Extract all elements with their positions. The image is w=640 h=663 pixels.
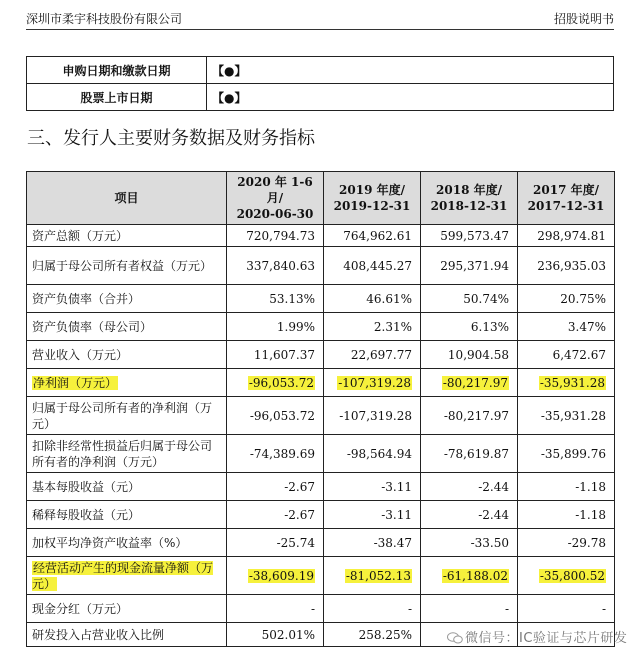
value-cell bbox=[421, 313, 518, 341]
cell-value: - bbox=[601, 601, 606, 616]
cell-value: -38.47 bbox=[373, 535, 412, 550]
value-cell bbox=[324, 473, 421, 501]
cell-value: -80,217.97 bbox=[442, 375, 508, 390]
cell-value: -74,389.69 bbox=[249, 446, 315, 461]
value-cell bbox=[227, 529, 324, 557]
value-cell bbox=[324, 313, 421, 341]
cell-value: -35,931.28 bbox=[539, 375, 605, 390]
value-cell bbox=[518, 341, 615, 369]
cell-value: -80,217.97 bbox=[443, 408, 509, 423]
table-row bbox=[27, 529, 615, 557]
cell-value: -1.18 bbox=[575, 479, 606, 494]
value-cell bbox=[421, 435, 518, 473]
row-label-cell bbox=[27, 623, 227, 647]
cell-value: -98,564.94 bbox=[346, 446, 412, 461]
row-label: 资产负债率（合并） bbox=[32, 291, 141, 306]
value-cell bbox=[518, 313, 615, 341]
financial-table bbox=[26, 171, 615, 647]
row-label-cell bbox=[27, 529, 227, 557]
cell-value: 2.31% bbox=[373, 319, 412, 334]
value-cell bbox=[324, 529, 421, 557]
row-label: 稀释每股收益（元） bbox=[32, 507, 141, 522]
watermark-text: 微信号：IC验证与芯片研发 bbox=[465, 631, 628, 646]
value-cell bbox=[518, 285, 615, 313]
schedule-label: 股票上市日期 bbox=[27, 84, 207, 111]
cell-value: 46.61% bbox=[366, 291, 412, 306]
cell-value: 6.13% bbox=[470, 319, 509, 334]
header-divider bbox=[26, 29, 614, 30]
watermark bbox=[447, 627, 627, 646]
row-label-cell bbox=[27, 397, 227, 435]
schedule-label: 申购日期和缴款日期 bbox=[27, 57, 207, 84]
row-label: 营业收入（万元） bbox=[32, 347, 129, 362]
row-label: 现金分红（万元） bbox=[32, 601, 129, 616]
value-cell bbox=[421, 341, 518, 369]
cell-value: -81,052.13 bbox=[345, 568, 411, 583]
value-cell bbox=[518, 225, 615, 247]
value-cell bbox=[518, 501, 615, 529]
value-cell bbox=[227, 397, 324, 435]
period-date: 2018-12-31 bbox=[430, 199, 508, 213]
value-cell bbox=[324, 285, 421, 313]
table-row bbox=[27, 369, 615, 397]
period-date: 2020-06-30 bbox=[236, 207, 314, 221]
value-cell bbox=[227, 285, 324, 313]
period-column-header bbox=[518, 172, 615, 225]
value-cell bbox=[227, 623, 324, 647]
row-label: 资产负债率（母公司） bbox=[32, 319, 153, 334]
value-cell bbox=[421, 501, 518, 529]
value-cell bbox=[324, 247, 421, 285]
value-cell bbox=[421, 247, 518, 285]
table-row bbox=[27, 435, 615, 473]
cell-value: - bbox=[310, 601, 315, 616]
cell-value: - bbox=[504, 601, 509, 616]
table-row bbox=[27, 313, 615, 341]
table-row bbox=[27, 225, 615, 247]
company-name: 深圳市柔宇科技股份有限公司 bbox=[26, 11, 183, 26]
row-label: 归属于母公司所有者权益（万元） bbox=[32, 258, 213, 273]
value-cell bbox=[324, 341, 421, 369]
cell-value: 20.75% bbox=[560, 291, 606, 306]
cell-value: -35,931.28 bbox=[540, 408, 606, 423]
cell-value: 11,607.37 bbox=[253, 347, 315, 362]
value-cell bbox=[227, 557, 324, 595]
schedule-value: 【●】 bbox=[207, 84, 614, 111]
row-label-cell bbox=[27, 473, 227, 501]
cell-value: 3.47% bbox=[567, 319, 606, 334]
schedule-table bbox=[26, 56, 614, 111]
value-cell bbox=[227, 435, 324, 473]
value-cell bbox=[324, 435, 421, 473]
cell-value: -78,619.87 bbox=[443, 446, 509, 461]
value-cell bbox=[227, 473, 324, 501]
cell-value: 337,840.63 bbox=[246, 258, 315, 273]
document-type: 招股说明书 bbox=[553, 11, 614, 26]
row-label: 净利润（万元） bbox=[33, 375, 118, 390]
value-cell bbox=[518, 595, 615, 623]
value-cell bbox=[518, 557, 615, 595]
value-cell bbox=[324, 369, 421, 397]
wechat-icon bbox=[447, 632, 463, 644]
schedule-value: 【●】 bbox=[207, 57, 614, 84]
cell-value: 6,472.67 bbox=[552, 347, 606, 362]
table-row bbox=[27, 341, 615, 369]
period-date: 2017-12-31 bbox=[527, 199, 605, 213]
row-label-cell bbox=[27, 247, 227, 285]
period-label: 2018 年度/ bbox=[436, 183, 502, 197]
row-label-cell bbox=[27, 435, 227, 473]
value-cell bbox=[518, 529, 615, 557]
cell-value: 236,935.03 bbox=[537, 258, 606, 273]
value-cell bbox=[227, 501, 324, 529]
cell-value: -2.67 bbox=[284, 479, 315, 494]
cell-value: -35,899.76 bbox=[540, 446, 606, 461]
cell-value: 502.01% bbox=[261, 627, 315, 642]
value-cell bbox=[518, 435, 615, 473]
row-label-cell bbox=[27, 557, 227, 595]
row-label-cell bbox=[27, 369, 227, 397]
cell-value: -35,800.52 bbox=[539, 568, 605, 583]
row-label-cell bbox=[27, 225, 227, 247]
table-row bbox=[27, 247, 615, 285]
value-cell bbox=[421, 397, 518, 435]
value-cell bbox=[227, 341, 324, 369]
value-cell bbox=[421, 369, 518, 397]
period-column-header bbox=[421, 172, 518, 225]
value-cell bbox=[227, 313, 324, 341]
value-cell bbox=[421, 225, 518, 247]
table-header-row bbox=[27, 172, 615, 225]
cell-value: -2.44 bbox=[478, 507, 509, 522]
cell-value: -33.50 bbox=[470, 535, 509, 550]
value-cell bbox=[518, 247, 615, 285]
period-label: 2019 年度/ bbox=[339, 183, 405, 197]
cell-value: 298,974.81 bbox=[537, 228, 606, 243]
cell-value: -1.18 bbox=[575, 507, 606, 522]
cell-value: -2.67 bbox=[284, 507, 315, 522]
cell-value: 408,445.27 bbox=[343, 258, 412, 273]
cell-value: 1.99% bbox=[276, 319, 315, 334]
cell-value: -107,319.28 bbox=[339, 408, 412, 423]
cell-value: -96,053.72 bbox=[248, 375, 314, 390]
value-cell bbox=[227, 225, 324, 247]
cell-value: 720,794.73 bbox=[246, 228, 315, 243]
cell-value: -96,053.72 bbox=[249, 408, 315, 423]
value-cell bbox=[518, 473, 615, 501]
cell-value: -2.44 bbox=[478, 479, 509, 494]
schedule-row bbox=[27, 84, 614, 111]
cell-value: 295,371.94 bbox=[440, 258, 509, 273]
period-label: 2020 年 1-6 月/ bbox=[237, 175, 313, 205]
cell-value: -107,319.28 bbox=[338, 375, 411, 390]
row-label-cell bbox=[27, 341, 227, 369]
cell-value: -29.78 bbox=[567, 535, 606, 550]
cell-value: - bbox=[407, 601, 412, 616]
section-title: 三、发行人主要财务数据及财务指标 bbox=[27, 128, 315, 149]
row-label-cell bbox=[27, 501, 227, 529]
value-cell bbox=[421, 529, 518, 557]
row-label-cell bbox=[27, 285, 227, 313]
cell-value: 53.13% bbox=[269, 291, 315, 306]
row-label-cell bbox=[27, 595, 227, 623]
item-column-header: 项目 bbox=[27, 172, 227, 225]
cell-value: -38,609.19 bbox=[248, 568, 314, 583]
row-label: 加权平均净资产收益率（%） bbox=[32, 535, 188, 550]
page-header bbox=[26, 8, 614, 28]
value-cell bbox=[324, 623, 421, 647]
table-row bbox=[27, 285, 615, 313]
cell-value: 258.25% bbox=[358, 627, 412, 642]
value-cell bbox=[324, 557, 421, 595]
value-cell bbox=[421, 285, 518, 313]
cell-value: -61,188.02 bbox=[442, 568, 508, 583]
value-cell bbox=[421, 557, 518, 595]
row-label: 归属于母公司所有者的净利润（万元） bbox=[32, 400, 213, 431]
value-cell bbox=[421, 595, 518, 623]
cell-value: 22,697.77 bbox=[350, 347, 412, 362]
period-column-header bbox=[227, 172, 324, 225]
table-row bbox=[27, 501, 615, 529]
table-row bbox=[27, 557, 615, 595]
value-cell bbox=[227, 247, 324, 285]
value-cell bbox=[227, 369, 324, 397]
cell-value: 764,962.61 bbox=[343, 228, 412, 243]
cell-value: -3.11 bbox=[381, 507, 412, 522]
value-cell bbox=[518, 397, 615, 435]
value-cell bbox=[518, 369, 615, 397]
period-date: 2019-12-31 bbox=[333, 199, 411, 213]
cell-value: 599,573.47 bbox=[440, 228, 509, 243]
period-label: 2017 年度/ bbox=[533, 183, 599, 197]
value-cell bbox=[324, 397, 421, 435]
value-cell bbox=[227, 595, 324, 623]
cell-value: -25.74 bbox=[276, 535, 315, 550]
table-row bbox=[27, 473, 615, 501]
period-column-header bbox=[324, 172, 421, 225]
row-label: 基本每股收益（元） bbox=[32, 479, 141, 494]
cell-value: 10,904.58 bbox=[447, 347, 509, 362]
value-cell bbox=[421, 473, 518, 501]
value-cell bbox=[324, 501, 421, 529]
table-row bbox=[27, 595, 615, 623]
table-row bbox=[27, 397, 615, 435]
value-cell bbox=[324, 595, 421, 623]
row-label: 资产总额（万元） bbox=[32, 228, 129, 243]
cell-value: 50.74% bbox=[463, 291, 509, 306]
cell-value: -3.11 bbox=[381, 479, 412, 494]
value-cell bbox=[324, 225, 421, 247]
row-label-cell bbox=[27, 313, 227, 341]
row-label: 扣除非经常性损益后归属于母公司所有者的净利润（万元） bbox=[32, 438, 213, 469]
schedule-row bbox=[27, 57, 614, 84]
row-label: 经营活动产生的现金流量净额（万元） bbox=[32, 560, 214, 591]
row-label: 研发投入占营业收入比例 bbox=[32, 627, 165, 642]
